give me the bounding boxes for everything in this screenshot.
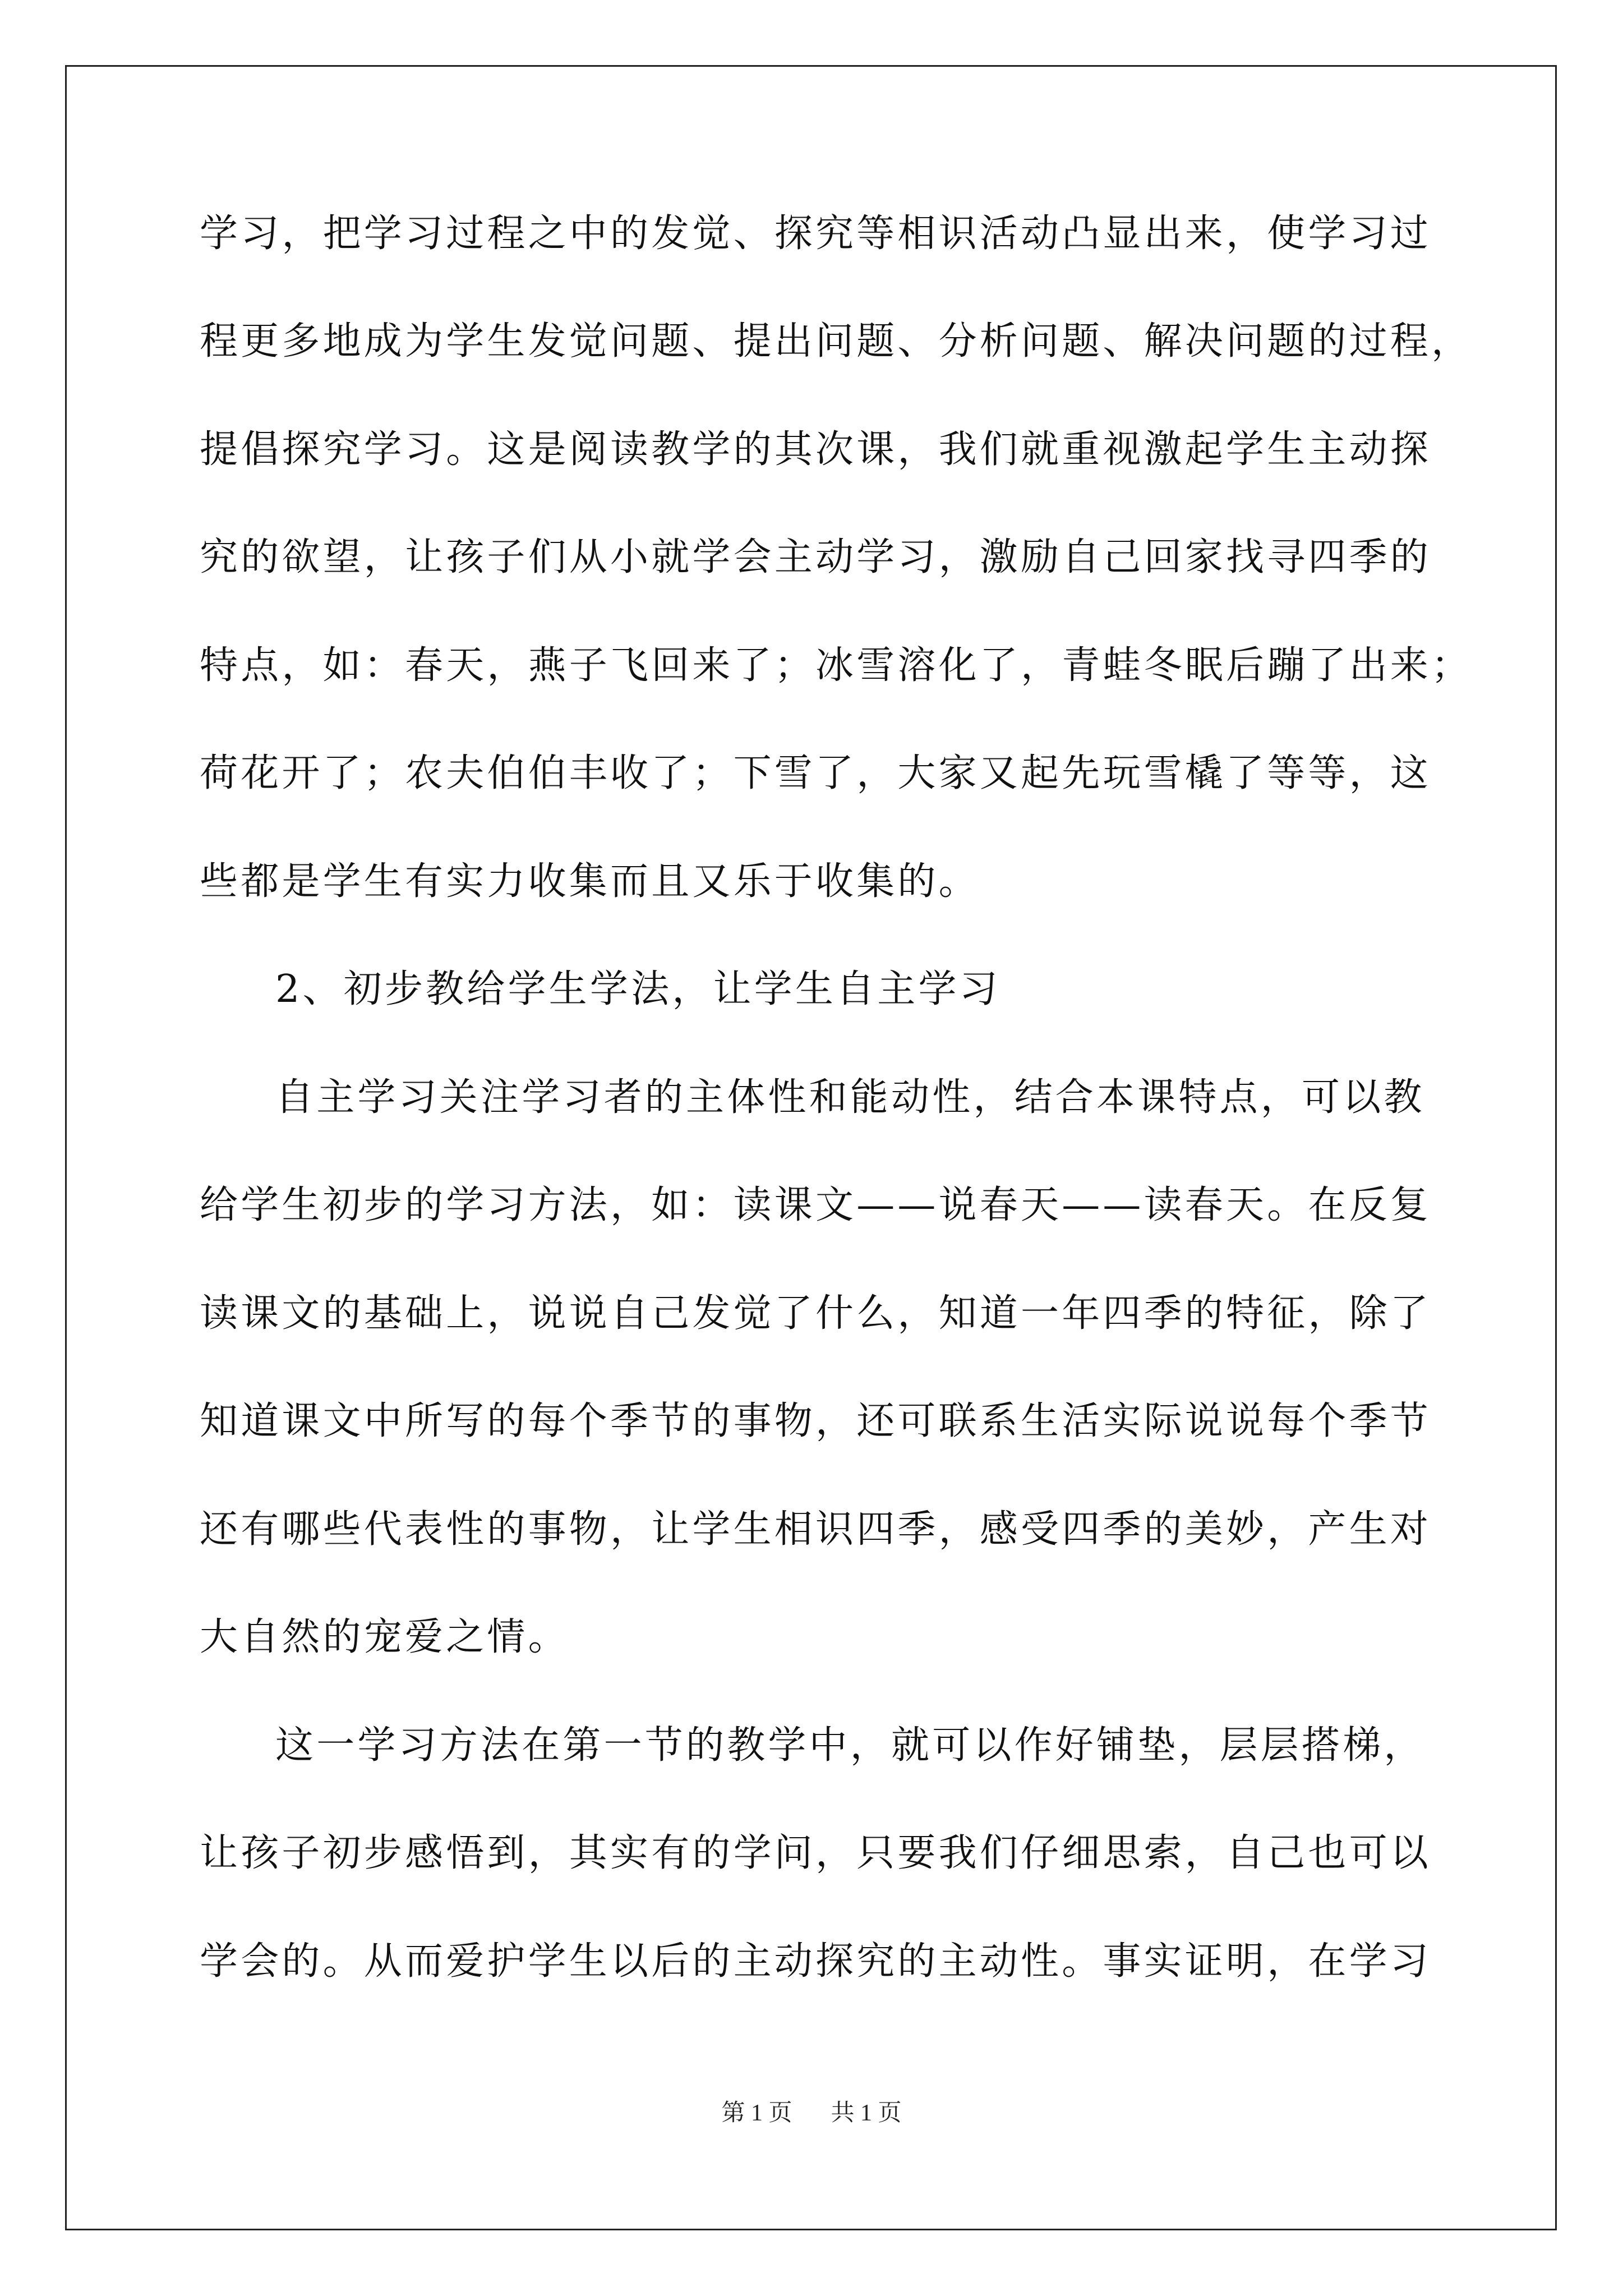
page-footer <box>0 2099 1623 2127</box>
page-number: 第 1 页 <box>721 2100 792 2126</box>
body-line: 还有哪些代表性的事物，让学生相识四季，感受四季的美妙，产生对 <box>200 1507 1432 1552</box>
section-heading: 2、初步教给学生学法，让学生自主学习 <box>275 967 1000 1011</box>
body-line: 给学生初步的学习方法，如：读课文——说春天——读春天。在反复 <box>200 1183 1432 1227</box>
body-line: 自主学习关注学习者的主体性和能动性，结合本课特点，可以教 <box>275 1075 1425 1120</box>
body-line: 读课文的基础上，说说自己发觉了什么，知道一年四季的特征，除了 <box>200 1291 1432 1336</box>
body-line: 这一学习方法在第一节的教学中，就可以作好铺垫，层层搭梯， <box>275 1723 1425 1768</box>
page-border <box>65 65 1557 2230</box>
body-line: 荷花开了；农夫伯伯丰收了；下雪了，大家又起先玩雪橇了等等，这 <box>200 751 1432 795</box>
body-line: 知道课文中所写的每个季节的事物，还可联系生活实际说说每个季节 <box>200 1399 1432 1443</box>
body-line: 特点，如：春天，燕子飞回来了；冰雪溶化了，青蛙冬眠后蹦了出来； <box>200 643 1473 688</box>
body-line: 程更多地成为学生发觉问题、提出问题、分析问题、解决问题的过程， <box>200 319 1473 364</box>
body-line: 提倡探究学习。这是阅读教学的其次课，我们就重视激起学生主动探 <box>200 427 1432 472</box>
page-total: 共 1 页 <box>831 2100 902 2126</box>
body-line: 学会的。从而爱护学生以后的主动探究的主动性。事实证明，在学习 <box>200 1939 1432 1984</box>
body-line: 让孩子初步感悟到，其实有的学问，只要我们仔细思索，自己也可以 <box>200 1831 1432 1875</box>
body-line: 究的欲望，让孩子们从小就学会主动学习，激励自己回家找寻四季的 <box>200 535 1432 579</box>
body-line: 大自然的宠爱之情。 <box>200 1615 569 1659</box>
body-line: 些都是学生有实力收集而且又乐于收集的。 <box>200 859 980 904</box>
body-line: 学习，把学习过程之中的发觉、探究等相识活动凸显出来，使学习过 <box>200 211 1432 256</box>
